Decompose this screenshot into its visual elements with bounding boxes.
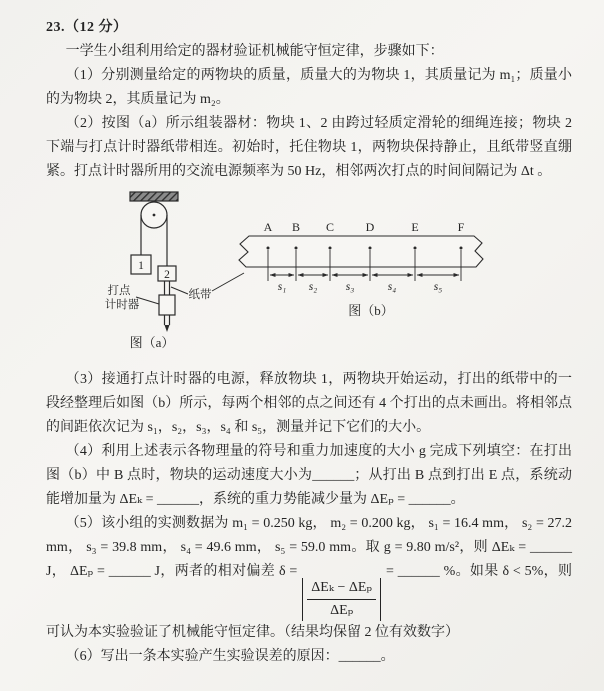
tape-point-label: A bbox=[263, 220, 273, 234]
ticker-timer bbox=[159, 295, 175, 315]
tape-point-label: D bbox=[365, 220, 375, 234]
fraction-denominator: ΔEₚ bbox=[330, 603, 354, 618]
interval-label: s₅ bbox=[433, 281, 443, 293]
timer-label-line1: 打点 bbox=[107, 285, 131, 297]
tape-point-label: C bbox=[325, 220, 335, 234]
step-5-tail: = ______ %。如果 δ < 5%，则可认为本实验验证了机械能守恒定律。（结果均保留 2 位有效数字） bbox=[46, 564, 572, 640]
interval-label: s₁ bbox=[277, 281, 287, 293]
tape-label-leader-a bbox=[171, 287, 188, 294]
figure-b-caption: 图（b） bbox=[348, 303, 394, 318]
tape-point-label: F bbox=[457, 220, 465, 234]
tape-outline bbox=[239, 236, 483, 267]
step-5-lead: （5）该小组的实测数据为 m₁ = 0.250 kg， m₂ = 0.200 kg， s₁ = 16.4 mm， s₂ = 27.2 mm， s₃ = 39.8 mm， s₄ = 49.6 mm， s₅ = 59.0 mm。取 g = 9.80 m/s²，则 ΔEₖ = ______ J， ΔEₚ = ______ J，两者的相对偏差 δ = bbox=[46, 516, 572, 579]
interval-label: s₂ bbox=[308, 281, 318, 293]
block-1-label: 1 bbox=[138, 260, 144, 272]
figure-a-caption: 图（a） bbox=[129, 335, 175, 350]
timer-label-line2: 计时器 bbox=[104, 299, 140, 311]
step-3-text: （3）接通打点计时器的电源，释放物块 1，两物块开始运动，打出的纸带中的一段经整理后如图（b）所示，每两个相邻的点之间还有 4 个打出的点未画出。将相邻点的间距依次记为 s₁，s₂，s₃，s₄ 和 s₅，测量并记下它们的大小。 bbox=[46, 372, 572, 435]
interval-label: s₃ bbox=[345, 281, 355, 293]
fraction-numerator: ΔEₖ − ΔEₚ bbox=[307, 578, 376, 600]
question-intro: 一学生小组利用给定的器材验证机械能守恒定律，步骤如下： bbox=[65, 44, 444, 59]
apparatus-and-tape-figure bbox=[86, 184, 546, 368]
question-number: 23.（12 分） bbox=[46, 20, 128, 35]
tape-point-label: E bbox=[411, 220, 419, 234]
timer-label-leader bbox=[136, 297, 159, 304]
step-1-text: （1）分别测量给定的两物块的质量，质量大的为物块 1，其质量记为 m₁；质量小的为物块 2，其质量记为 m₂。 bbox=[46, 68, 572, 107]
tape-label: 纸带 bbox=[188, 289, 212, 301]
block-2-label: 2 bbox=[164, 269, 170, 281]
figure-a-apparatus bbox=[130, 192, 244, 332]
tape-tail bbox=[165, 325, 170, 332]
relative-deviation-fraction bbox=[302, 578, 381, 621]
interval-label: s₄ bbox=[387, 281, 397, 293]
step-5-text bbox=[46, 512, 572, 645]
pulley-center-dot bbox=[153, 214, 156, 217]
step-2-text: （2）按图（a）所示组装器材：物块 1、2 由跨过轻质定滑轮的细绳连接；物块 2 下端与打点计时器纸带相连。初始时，托住物块 1，两物块保持静止，且纸带竖直绷紧。打点计时器所用的交流电源频率为 50 Hz，相邻两次打点的时间间隔记为 Δt 。 bbox=[46, 116, 572, 179]
ceiling-mount bbox=[130, 192, 178, 201]
figure-region bbox=[46, 184, 572, 368]
step-6-text: （6）写出一条本实验产生实验误差的原因：______。 bbox=[65, 649, 395, 664]
step-4-text: （4）利用上述表示各物理量的符号和重力加速度的大小 g 完成下列填空：在打出图（b）中 B 点时，物块的运动速度大小为______；从打出 B 点到打出 E 点，系统动能增加量为 ΔEₖ = ______，系统的重力势能减少量为 ΔEₚ = ______。 bbox=[46, 444, 572, 507]
figure-b-tape bbox=[239, 236, 483, 281]
tape-point-label: B bbox=[291, 220, 301, 234]
tape-label-leader-b bbox=[212, 273, 244, 291]
